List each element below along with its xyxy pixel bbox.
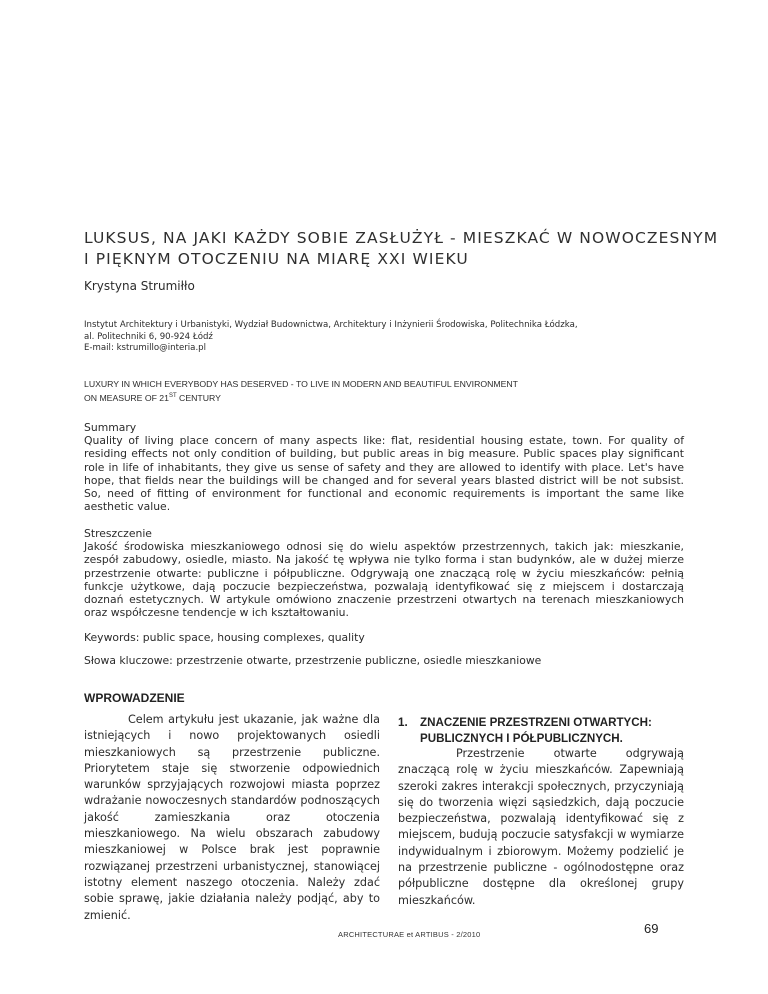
section-1-number: 1. — [398, 716, 408, 729]
english-title — [84, 379, 518, 405]
slowa-kluczowe: Słowa kluczowe: przestrzenie otwarte, przestrzenie publiczne, osiedle mieszkaniowe — [84, 654, 542, 667]
wprowadzenie-text: Celem artykułu jest ukazanie, jak ważne dla istniejących i nowo projektowanych osiedli mieszkaniowych są przestrzenie publiczne. Priorytetem staje się stworzenie odpowiednich warunków sprzyjających rozwojowi miasta poprzez wdrażanie nowoczesnych standardów podnoszących jakość zamieszkania oraz otoczenia mieszkaniowego. Na wielu obszarach zabudowy mieszkaniowej w Polsce brak jest poprawnie rozwiązanej przestrzeni urbanistycznej, stanowiącej istotny element naszego otoczenia. Należy zdać sobie sprawę, jakie działania należy podjąć, aby to zmienić. — [84, 713, 380, 922]
summary-section — [84, 421, 684, 513]
streszczenie-heading: Streszczenie — [84, 527, 152, 540]
keywords: Keywords: public space, housing complexes, quality — [84, 631, 365, 644]
author-name: Krystyna Strumiłło — [84, 279, 195, 293]
summary-text: Quality of living place concern of many aspects like: flat, residential housing estate, town. For quality of residing effects not only condition of building, but public areas in big measure. Public spaces play significant role in life of inhabitants, they give us sense of safety and they are allowed to identify with place. Let's have hope, that fields near the buildings will be changed and for several years blasted district will be not subsist. So, need of fitting of environment for functional and economic requirements is important the same like aesthetic value. — [84, 434, 684, 514]
section-1-heading — [398, 715, 698, 748]
summary-heading: Summary — [84, 421, 137, 434]
section-1-heading-line-1: ZNACZENIE PRZESTRZENI OTWARTYCH: — [420, 716, 652, 729]
journal-footer: ARCHITECTURAE et ARTIBUS - 2/2010 — [338, 930, 481, 939]
streszczenie-text: Jakość środowiska mieszkaniowego odnosi się do wielu aspektów przestrzennych, takich jak: mieszkanie, zespół zabudowy, osiedle, miasto. Na jakość tę wpływa nie tylko forma i stan budynków, ale w dużej mierze przestrzenie otwarte: publiczne i półpubliczne. Odgrywają one znaczącą rolę w życiu mieszkańców: pełnią funkcje użytkowe, dają poczucie bezpieczeństwa, pozwalają identyfikować się z miejscem i dostarczają doznań estetycznych. W artykule omówiono znaczenie przestrzeni otwartych na terenach mieszkaniowych oraz współczesne tendencje w ich kształtowaniu. — [84, 540, 684, 620]
article-title-line-1: LUKSUS, NA JAKI KAŻDY SOBIE ZASŁUŻYŁ - MIESZKAĆ W NOWOCZESNYM — [84, 229, 719, 247]
english-title-line-1: LUXURY IN WHICH EVERYBODY HAS DESERVED - TO LIVE IN MODERN AND BEAUTIFUL ENVIRONMENT — [84, 379, 518, 389]
article-title — [84, 228, 719, 270]
article-title-line-2: I PIĘKNYM OTOCZENIU NA MIARĘ XXI WIEKU — [84, 250, 469, 268]
section-1-heading-line-2: PUBLICZNYCH I PÓŁPUBLICZNYCH. — [420, 732, 623, 746]
affiliation-institute: Instytut Architektury i Urbanistyki, Wydział Budownictwa, Architektury i Inżynierii Środowiska, Politechnika Łódzka, — [84, 320, 578, 330]
affiliation-address: al. Politechniki 6, 90-924 Łódź — [84, 331, 213, 342]
section-1-text: Przestrzenie otwarte odgrywają znaczącą rolę w życiu mieszkańców. Zapewniają szeroki zakres interakcji społecznych, przyczyniają się do tworzenia więzi sąsiedzkich, dają poczucie bezpieczeństwa, pozwalają identyfikować się z miejscem, budują poczucie satysfakcji w wymiarze indywidualnym i zbiorowym. Możemy podzielić je na przestrzenie publiczne - ogólnodostępne oraz półpubliczne dostępne dla określonej grupy mieszkańców. — [398, 747, 684, 907]
wprowadzenie-heading: WPROWADZENIE — [84, 691, 185, 705]
affiliation — [84, 320, 578, 355]
streszczenie-section — [84, 527, 684, 619]
page-number: 69 — [644, 921, 659, 936]
english-title-line-2: ON MEASURE OF 21ST CENTURY — [84, 392, 221, 403]
affiliation-email: E-mail: kstrumillo@interia.pl — [84, 343, 207, 353]
